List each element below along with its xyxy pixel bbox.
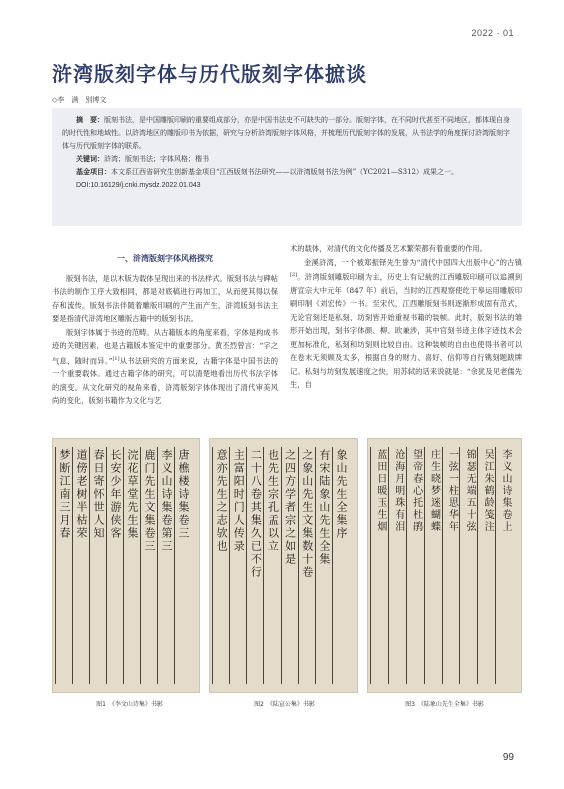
figure-text-column: 象山先生全集序 [335, 449, 348, 540]
article-authors: ◇李 满 别博文 [52, 96, 107, 104]
keywords-label: 关键词： [76, 155, 104, 163]
figure-text-column: 长安少年游侠客 [109, 449, 122, 540]
column-rule [174, 447, 175, 684]
figure-text-column: 意亦先生之志欤也 [215, 449, 229, 553]
paragraph-text: 从书法研究的方面来说，古籍字体是中国书法的一个重要载体。通过古籍字体的研究，可以清楚地看出历代书法字体的演变。从文化研究的视角来看，浒湾版刻字体体现出了清代审美风尚的变化，版刻书籍作为文化与艺 [52, 355, 278, 406]
figure-captions [52, 699, 522, 711]
section-heading: 一、浒湾版刻字体风格探究 [117, 254, 213, 263]
figure-text-column: 沧海月明珠有泪 [392, 449, 404, 533]
column-rule [298, 447, 299, 684]
column-rule [89, 447, 90, 684]
column-rule [123, 447, 124, 684]
right-column [290, 242, 522, 392]
figure-text-column: 二十八卷其集久已不行 [249, 449, 263, 579]
figure-text-column: 一弦一柱思华年 [446, 449, 458, 533]
fund-label: 基金项目： [76, 168, 111, 176]
figure-2-caption: 图2 《陆宣公集》书影 [254, 701, 315, 708]
figure-text-column: 蓝田日暖玉生烟 [374, 449, 386, 533]
figure-text-column: 春日寄怀世人知 [92, 449, 105, 540]
column-rule [315, 447, 316, 684]
figure-1-book-image [52, 438, 200, 693]
column-rule [459, 447, 460, 684]
keywords-text: 浒湾；版刻书法；字体风格；楷书 [104, 155, 209, 163]
abstract-text: 版刻书法，是中国雕版印刷的重要组成部分，亦是中国书法史不可缺失的一部分。版刻字体，在不同时代甚至不同地区，都体现自身的时代性和地域性。以浒湾地区的雕版印书为依据，研究与分析浒湾版刻字体风格，并梳理历代版刻字体的发展，从书法学的角度探讨浒湾版刻字体与历代版刻字体的联系。 [62, 116, 510, 150]
column-rule [212, 447, 213, 684]
figure-text-column: 之四方学者宗之如是 [283, 449, 297, 566]
column-rule [106, 447, 107, 684]
column-rule [281, 447, 282, 684]
figure-1-caption: 图1 《李文山诗集》书影 [96, 701, 163, 708]
figure-text-column: 梦断江南三月春 [58, 449, 71, 540]
figure-text-column: 鹿门先生文集卷三 [143, 449, 156, 553]
issue-label: 2022 · 01 [471, 28, 514, 38]
figure-text-column: 道傍老树半枯荣 [75, 449, 88, 540]
column-rule [442, 447, 443, 684]
column-rule [370, 447, 371, 684]
body-paragraph [290, 256, 522, 392]
figure-text-column: 李义山诗集卷第三 [160, 449, 173, 553]
column-rule [72, 447, 73, 684]
figure-text-column: 之象山先生文集数十卷 [300, 449, 314, 579]
column-rule [157, 447, 158, 684]
keywords-line [62, 153, 512, 166]
abstract-box [52, 108, 522, 226]
body-paragraph: 版刻书法，是以木版为载体呈现出来的书法样式。版刻书法与碑帖书法的制作工序大致相同，都是对底稿进行再加工，从而使其得以保存和流传。版刻书法伴随着雕版印刷的产生而产生，浒湾版刻书法主要是指清代浒湾地区雕版古籍中的版刻书法。 [52, 273, 278, 323]
column-rule [477, 447, 478, 684]
column-rule [246, 447, 247, 684]
column-rule [263, 447, 264, 684]
figure-text-column: 望帝春心托杜鹃 [410, 449, 422, 533]
figure-text-column: 有宋陆象山先生全集 [317, 449, 331, 566]
figure-2-book-image [209, 438, 358, 693]
figure-3-book-image [367, 438, 522, 693]
doi-line: DOI:10.16129/j.cnki.mysdz.2022.01.043 [76, 182, 201, 189]
citation-ref: [1] [112, 355, 120, 362]
figure-text-column: 浣花草堂先生集 [126, 449, 139, 540]
figure-text-column: 也先生宗孔孟以立 [266, 449, 280, 553]
fund-line [62, 166, 512, 179]
column-rule [424, 447, 425, 684]
abstract-label: 摘 要： [76, 116, 104, 124]
paragraph-text: 版刻字体属于书迹的范畴。从古籍版本的角度来看，字体是构成书迹的关键因素，也是古籍版本鉴定中的重要部分。黄丕烈曾言：“字之气息，随时而异。” [52, 327, 278, 365]
abstract-paragraph [62, 114, 512, 153]
column-rule [406, 447, 407, 684]
figure-text-column: 吴江朱鹤龄笺注 [482, 449, 494, 533]
page-number: 99 [502, 752, 514, 763]
column-rule [229, 447, 230, 684]
article-title: 浒湾版刻字体与历代版刻字体摭谈 [52, 62, 367, 86]
column-rule [140, 447, 141, 684]
figure-text-column: 李义山诗集卷上 [500, 449, 511, 533]
fund-text: 本文系江西省研究生创新基金项目“江西版刻书法研究——以浒湾版刻书法为例”（YC2021—S312）成果之一。 [111, 168, 458, 176]
figure-text-column: 唐樵楼诗集卷三 [177, 449, 190, 540]
column-rule [495, 447, 496, 684]
column-rule [55, 447, 56, 684]
figure-3-caption: 图3 《陆象山先生全集》书影 [405, 701, 484, 708]
figure-text-column: 锦瑟无端五十弦 [464, 449, 476, 533]
body-paragraph: 术的载体，对清代的文化传播及艺术繁荣都有着重要的作用。 [290, 244, 488, 253]
paragraph-text: 。浒湾版刻雕版印刷为主，历史上有记载的江西雕版印刷可以追溯到唐宣宗大中元年（847 年）前后，当时的江西观察使纥干皋运用雕版印刷印制《刘宏传》一书。至宋代，江西雕版刻书则逐渐形成固有范式，无论官刻还是私刻、坊刻皆开始重视书籍的装帧。此时，版刻书法的雏形开始出现，刻书字体颜、柳、欧兼涉，其中官刻书迹主体字迹技术会更加标准化，私刻和坊刻则比较自由。这种装帧的自由也使得书者可以在卷末无须顾及太多，根据自身的财力、喜好、信仰等自行镌刻题跋牌记。私刻与坊刻发展速度之快，用苏轼的话来说就是：“余犹及见老儒先生，自 [290, 272, 522, 390]
body-paragraph [52, 326, 278, 408]
column-rule [388, 447, 389, 684]
citation-ref: [2] [290, 272, 298, 278]
figure-text-column: 庄生晓梦迷蝴蝶 [428, 449, 440, 533]
figure-strip [52, 438, 522, 693]
paragraph-text: 金溪浒湾，一个被郑振铎先生誉为“清代中国四大出版中心”的古镇 [304, 257, 522, 267]
column-rule [332, 447, 333, 684]
figure-text-column: 主富阳时门人传录 [232, 449, 246, 553]
left-column [52, 242, 278, 408]
